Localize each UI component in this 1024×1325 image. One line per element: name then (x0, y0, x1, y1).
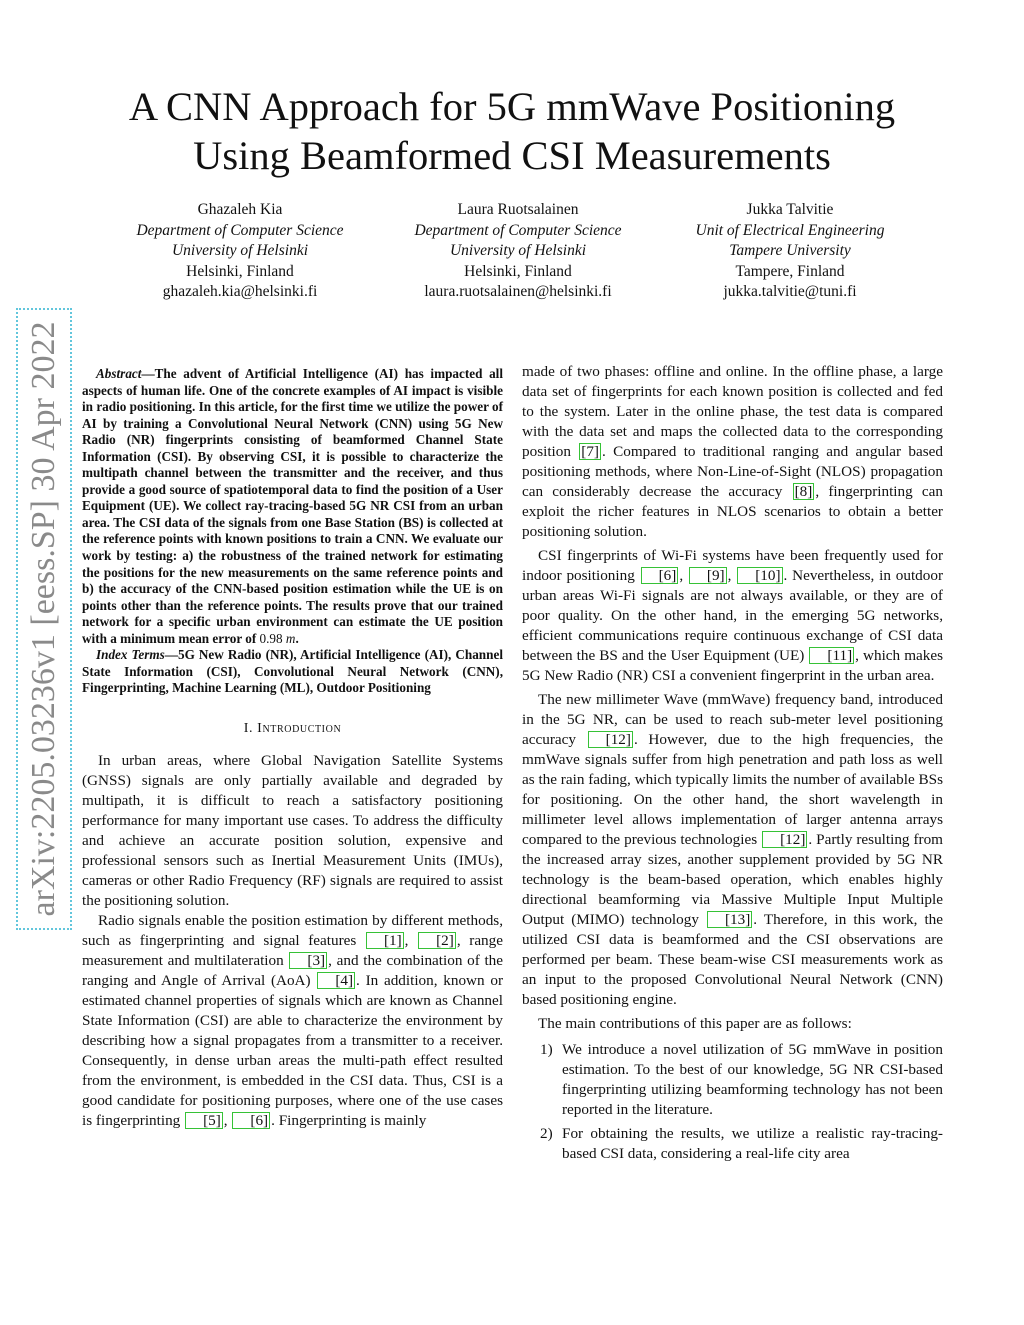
author-name: Laura Ruotsalainen (457, 201, 579, 218)
paper-title (60, 82, 964, 180)
text-run: , fingerprinting can exploit the richer features in NLOS scenarios to obtain a better positioning solution. (522, 483, 943, 540)
text-run: , which makes 5G New Radio (NR) CSI a convenient fingerprint in the urban area. (522, 647, 943, 684)
abstract: Abstract—The advent of Artificial Intelligence (AI) has impacted all aspects of human life. One of the concrete examples of AI impact is visible in radio positioning. In this article, for the first time we utilize the power of AI by training a Convolutional Neural Network (CNN) using 5G New Radio (NR) fingerprints consisting of beamformed Channel State Information (CSI). By observing CSI, it is possible to characterize the multipath channel between the transmitter and the receiver, and thus provide a good source of spatiotemporal data to find the position of a User Equipment (UE). We collect ray-tracing-based 5G NR CSI from an urban area. The CSI data of the signals from one Base Station (BS) is collected at the reference points with known positions to train a CNN. We evaluate our work by testing: a) the robustness of the trained network for estimating the positions for the new measurements on the same reference points and b) the accuracy of the CNN-based position estimation while the UE is on points other than the reference points. The results prove that our trained network for a specific urban environment can estimate the UE position with a minimum mean error of 0.98 m. (82, 366, 503, 646)
text-run: , (727, 567, 732, 584)
arxiv-stamp[interactable] (16, 308, 72, 930)
author-email[interactable]: ghazaleh.kia@helsinki.fi (162, 283, 318, 301)
index-terms-lead: Index Terms (96, 647, 165, 663)
text-run: . However, due to the high frequencies, the mmWave signals suffer from high penetration and path loss as well as the rain fading, which typically limits the number of available BSs for positioning. On the other hand, the short wavelength in millimeter level allows implementation of larger antenna arrays compared to the previous technologies (522, 731, 943, 848)
citation-link[interactable]: [4] (317, 972, 355, 989)
intro-paragraph-2 (82, 911, 503, 1131)
author-2 (390, 200, 646, 303)
index-terms-text: 5G New Radio (NR), Artificial Intelligence (AI), Channel State Information (CSI), Convolutional Neural Network (CNN), Fingerprinting, Machine Learning (ML), Outdoor Positioning (82, 647, 503, 696)
error-unit: m (285, 630, 296, 646)
arxiv-identifier: arXiv:2205.03236v1 [eess.SP] 30 Apr 2022 (25, 321, 62, 917)
list-item (522, 1124, 943, 1164)
list-item-text: We introduce a novel utilization of 5G mmWave in position estimation. To the best of our knowledge, 5G NR CSI-based fingerprinting utilizing beamforming technology has not been reported in the literature. (562, 1041, 943, 1118)
abstract-text: The advent of Artificial Intelligence (AI) has impacted all aspects of human life. One of the concrete examples of AI impact is visible in radio positioning. In this article, for the first time we utilize the power of AI by training a Convolutional Neural Network (CNN) using 5G New Radio (NR) fingerprints consisting of beamformed Channel State Information (CSI). By observing CSI, it is possible to characterize the multipath channel between the transmitter and the receiver, and thus provide a good source of spatiotemporal data to find the position of a User Equipment (UE). We collect ray-tracing-based 5G NR CSI from an urban area. The CSI data of the signals from one Base Station (BS) is collected at the reference points with known positions to train a CNN. We evaluate our work by testing: a) the robustness of the trained network for estimating the positions for the new measurements on the same reference points and b) the accuracy of the CNN-based position estimation while the UE is on points other than the reference points. The results prove that our trained network for a specific urban environment can estimate the UE position with a minimum mean error of (82, 366, 503, 646)
author-department: Department of Computer Science (136, 221, 344, 239)
text-run: , (223, 1111, 228, 1129)
citation-link[interactable]: [7] (581, 443, 599, 460)
abstract-end: . (295, 630, 299, 646)
text-run: , (679, 567, 684, 584)
intro-paragraph-5 (522, 690, 943, 1010)
section-heading: I. Introduction (243, 720, 342, 736)
author-block (0, 200, 1024, 312)
author-university: Tampere University (729, 242, 851, 260)
text-run: . Therefore, in this work, the utilized CSI data is beamformed and the CSI observations are performed per beam. These beam-wise CSI measurements work as an input to the proposed Convolutional Neural Network (CNN) based positioning engine. (522, 911, 944, 1008)
text-run: , range measurement and multilateration (82, 931, 503, 969)
contributions-list (522, 1040, 943, 1164)
text-run: The new millimeter Wave (mmWave) frequency band, introduced in the 5G NR, can be used to reach sub-meter level positioning accuracy (522, 691, 943, 748)
author-university: University of Helsinki (171, 242, 309, 260)
author-department: Unit of Electrical Engineering (695, 221, 885, 239)
text-run: . Compared to traditional ranging and angular based positioning methods, where Non-Line-of-Sight (NLOS) propagation can considerably decrease the accuracy (522, 443, 944, 500)
author-university: University of Helsinki (449, 242, 587, 260)
list-item-text: For obtaining the results, we utilize a realistic ray-tracing-based CSI data, considering a real-life city area (562, 1125, 943, 1162)
author-email[interactable]: jukka.talvitie@tuni.fi (723, 283, 857, 301)
title-line-2: Using Beamformed CSI Measurements (193, 133, 831, 178)
text-run: . Fingerprinting is mainly (271, 1111, 427, 1129)
list-number: 1) (540, 1041, 553, 1058)
index-terms: Index Terms—5G New Radio (NR), Artificial Intelligence (AI), Channel State Information (CSI), Convolutional Neural Network (CNN), Fingerprinting, Machine Learning (ML), Outdoor Positioning (82, 647, 503, 696)
list-number: 2) (540, 1125, 553, 1142)
author-name: Ghazaleh Kia (197, 201, 283, 218)
text-run: , (404, 931, 409, 949)
citation-link[interactable]: [5] (185, 1112, 223, 1129)
text-run: . In addition, known or estimated channel properties of signals which are known as Channel State Information (CSI) are able to characterize the environment by describing how a signal propagates from a transmitter to a receiver. Consequently, in dense urban areas the multi-path effect resulted from the environment, is embedded in the CSI data. Thus, CSI is a good candidate for positioning purposes, where one of the use cases is fingerprinting (82, 971, 503, 1129)
text-run: . Nevertheless, in outdoor urban areas Wi-Fi signals are not always available, or they are of poor quality. On the other hand, in the emerging 5G networks, efficient communications require continuous exchange of CSI data between the BS and the User Equipment (UE) (522, 567, 943, 664)
citation-link[interactable]: [9] (689, 567, 727, 584)
left-column (82, 366, 503, 1131)
citation-link[interactable]: [12] (762, 831, 807, 848)
text-run: , and the combination of the ranging and Angle of Arrival (AoA) (82, 951, 503, 989)
author-name: Jukka Talvitie (746, 201, 834, 218)
author-1 (112, 200, 368, 303)
text-run: made of two phases: offline and online. In the offline phase, a large data set of fingerprints for each known position is collected and fed to the system. Later in the online phase, the test data is compared with the data set and maps the collected data to the corresponding position (522, 363, 943, 460)
author-location: Tampere, Finland (735, 262, 845, 280)
citation-link[interactable]: [2] (418, 932, 456, 949)
citation-link[interactable]: [1] (366, 932, 404, 949)
citation-link[interactable]: [11] (809, 647, 854, 664)
abstract-lead: Abstract (96, 366, 142, 381)
author-3 (668, 200, 912, 303)
text-run: Radio signals enable the position estimation by different methods, such as fingerprinting and signal features (82, 911, 503, 949)
error-value: 0.98 (259, 630, 283, 646)
citation-link[interactable]: [8] (794, 483, 813, 500)
author-department: Department of Computer Science (414, 221, 622, 239)
title-line-1: A CNN Approach for 5G mmWave Positioning (128, 84, 896, 129)
intro-paragraph-4 (522, 546, 943, 686)
text-run: CSI fingerprints of Wi-Fi systems have been frequently used for indoor positioning (522, 547, 943, 584)
author-location: Helsinki, Finland (464, 262, 572, 280)
intro-paragraph-3 (522, 362, 943, 542)
intro-paragraph-6: The main contributions of this paper are as follows: (538, 1015, 852, 1032)
citation-link[interactable]: [10] (737, 567, 782, 584)
citation-link[interactable]: [12] (588, 731, 633, 748)
intro-paragraph-1: In urban areas, where Global Navigation Satellite Systems (GNSS) signals are only partially available and degraded by multipath, it is difficult to reach a satisfactory positioning performance for many important use cases. To address the difficulty and achieve an accurate position solution, expensive and professional sensors such as Inertial Measurement Units (IMUs), cameras or other Radio Frequency (RF) signals are required to assist the positioning solution. (82, 751, 503, 909)
citation-link[interactable]: [3] (289, 952, 327, 969)
text-run: . Partly resulting from the increased array sizes, another supplement provided by 5G NR technology is the beam-based operation, which enables highly directional beamforming via Massive Multiple Input Multiple Output (MIMO) technology (522, 831, 943, 928)
citation-link[interactable]: [6] (641, 567, 679, 584)
citation-link[interactable]: [13] (707, 911, 752, 928)
list-item (522, 1040, 943, 1120)
author-email[interactable]: laura.ruotsalainen@helsinki.fi (424, 283, 612, 301)
right-column (522, 362, 943, 1168)
author-location: Helsinki, Finland (186, 262, 294, 280)
citation-link[interactable]: [6] (232, 1112, 270, 1129)
